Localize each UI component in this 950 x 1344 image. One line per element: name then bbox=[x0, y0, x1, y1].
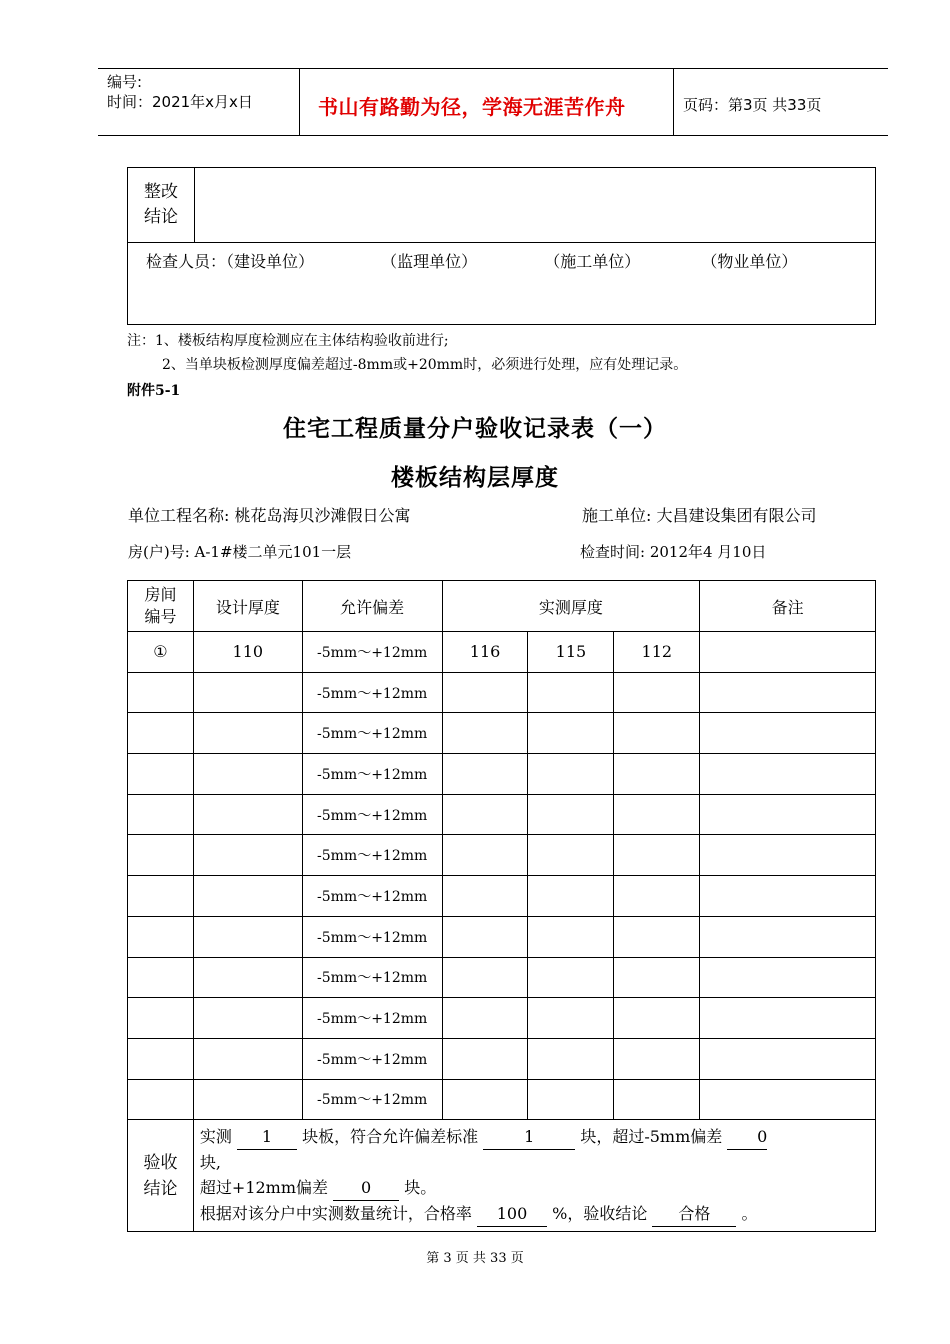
measured-cell: 115 bbox=[528, 632, 614, 673]
measured-cell: 116 bbox=[442, 632, 528, 673]
remark-cell bbox=[700, 754, 876, 795]
conclusion-part: 块, bbox=[199, 1153, 221, 1173]
remark-cell bbox=[700, 876, 876, 917]
conclusion-label: 验收 结论 bbox=[128, 1120, 194, 1232]
design-cell: 110 bbox=[193, 632, 302, 673]
measured-cell bbox=[614, 916, 700, 957]
measured-cell bbox=[442, 835, 528, 876]
measured-cell bbox=[442, 672, 528, 713]
construction-label: （施工单位） bbox=[544, 252, 641, 271]
supervision-label: （监理单位） bbox=[381, 252, 478, 271]
measured-cell bbox=[442, 916, 528, 957]
thickness-table bbox=[127, 580, 876, 1232]
table-row bbox=[128, 1079, 876, 1120]
room-cell bbox=[128, 672, 194, 713]
measured-cell bbox=[614, 1079, 700, 1120]
compliant-count: 1 bbox=[483, 1124, 575, 1150]
header-time: 时间：2021年x月x日 bbox=[107, 93, 253, 111]
room-cell bbox=[128, 998, 194, 1039]
remark-cell bbox=[700, 835, 876, 876]
design-cell bbox=[193, 713, 302, 754]
remark-cell bbox=[700, 1079, 876, 1120]
measured-cell bbox=[442, 1038, 528, 1079]
note-1: 注：1、楼板结构厚度检测应在主体结构验收前进行; bbox=[127, 333, 449, 349]
check-time: 检查时间: 2012年4 月10日 bbox=[580, 543, 767, 561]
measured-cell bbox=[528, 754, 614, 795]
measured-cell bbox=[614, 835, 700, 876]
over-count: 0 bbox=[333, 1175, 399, 1201]
measured-cell bbox=[442, 754, 528, 795]
main-title: 住宅工程质量分户验收记录表（一） bbox=[283, 415, 667, 442]
remark-cell bbox=[700, 957, 876, 998]
room-cell bbox=[128, 713, 194, 754]
rectify-table bbox=[127, 167, 876, 325]
conclusion-part: 块。 bbox=[404, 1178, 437, 1198]
tolerance-cell: -5mm～+12mm bbox=[302, 998, 442, 1039]
header-number: 编号: bbox=[107, 73, 143, 91]
room-cell bbox=[128, 957, 194, 998]
rectify-label: 整改 结论 bbox=[128, 168, 195, 243]
table-row bbox=[128, 916, 876, 957]
remark-cell bbox=[700, 916, 876, 957]
measured-cell bbox=[614, 1038, 700, 1079]
measured-cell bbox=[528, 957, 614, 998]
table-row bbox=[128, 957, 876, 998]
room-cell bbox=[128, 1079, 194, 1120]
sub-title: 楼板结构层厚度 bbox=[391, 464, 559, 491]
tolerance-cell: -5mm～+12mm bbox=[302, 957, 442, 998]
header-bottom-rule bbox=[98, 135, 888, 136]
remark-cell bbox=[700, 1038, 876, 1079]
measured-cell bbox=[528, 916, 614, 957]
measured-cell bbox=[528, 672, 614, 713]
table-row bbox=[128, 672, 876, 713]
tolerance-cell: -5mm～+12mm bbox=[302, 713, 442, 754]
conclusion-part: 超过+12mm偏差 bbox=[199, 1178, 329, 1198]
tolerance-cell: -5mm～+12mm bbox=[302, 916, 442, 957]
table-row bbox=[128, 713, 876, 754]
remark-cell bbox=[700, 672, 876, 713]
design-cell bbox=[193, 754, 302, 795]
header-divider bbox=[299, 68, 300, 136]
conclusion-part: 。 bbox=[741, 1204, 758, 1224]
design-cell bbox=[193, 916, 302, 957]
design-cell bbox=[193, 876, 302, 917]
measured-cell bbox=[442, 1079, 528, 1120]
remark-cell bbox=[700, 713, 876, 754]
tolerance-cell: -5mm～+12mm bbox=[302, 835, 442, 876]
room-cell bbox=[128, 876, 194, 917]
conclusion-part: 块，超过-5mm偏差 bbox=[580, 1127, 723, 1147]
col-tolerance: 允许偏差 bbox=[302, 581, 442, 632]
conclusion-text bbox=[193, 1120, 875, 1232]
tolerance-cell: -5mm～+12mm bbox=[302, 876, 442, 917]
acceptance-result: 合格 bbox=[652, 1201, 736, 1227]
table-row bbox=[128, 632, 876, 673]
col-room: 房间 编号 bbox=[128, 581, 194, 632]
measured-cell bbox=[614, 672, 700, 713]
property-label: （物业单位） bbox=[701, 252, 798, 271]
measured-cell bbox=[614, 876, 700, 917]
col-measured: 实测厚度 bbox=[442, 581, 700, 632]
measured-cell bbox=[442, 998, 528, 1039]
room-cell bbox=[128, 794, 194, 835]
tolerance-cell: -5mm～+12mm bbox=[302, 794, 442, 835]
pass-rate: 100 bbox=[477, 1201, 547, 1227]
inspectors-label: 检查人员：（建设单位） bbox=[146, 252, 315, 271]
measured-cell bbox=[528, 794, 614, 835]
col-remark: 备注 bbox=[700, 581, 876, 632]
inspectors-cell bbox=[128, 243, 876, 325]
tolerance-cell: -5mm～+12mm bbox=[302, 632, 442, 673]
design-cell bbox=[193, 794, 302, 835]
measured-cell bbox=[528, 1038, 614, 1079]
measured-cell bbox=[528, 1079, 614, 1120]
table-row bbox=[128, 1038, 876, 1079]
table-row bbox=[128, 794, 876, 835]
measured-cell bbox=[614, 957, 700, 998]
room-cell bbox=[128, 835, 194, 876]
measured-count: 1 bbox=[237, 1124, 297, 1150]
remark-cell bbox=[700, 998, 876, 1039]
design-cell bbox=[193, 1079, 302, 1120]
rectify-content bbox=[195, 168, 876, 243]
design-cell bbox=[193, 957, 302, 998]
measured-cell bbox=[614, 754, 700, 795]
remark-cell bbox=[700, 794, 876, 835]
measured-cell bbox=[614, 998, 700, 1039]
note-2: 2、当单块板检测厚度偏差超过-8mm或+20mm时，必须进行处理，应有处理记录。 bbox=[162, 357, 688, 373]
project-name: 单位工程名称: 桃花岛海贝沙滩假日公寓 bbox=[128, 506, 411, 525]
measured-cell bbox=[442, 713, 528, 754]
contractor-name: 施工单位: 大昌建设集团有限公司 bbox=[582, 506, 817, 525]
conclusion-part: 块板，符合允许偏差标准 bbox=[302, 1127, 479, 1147]
design-cell bbox=[193, 672, 302, 713]
header-divider bbox=[673, 68, 674, 136]
room-cell bbox=[128, 754, 194, 795]
measured-cell bbox=[528, 876, 614, 917]
tolerance-cell: -5mm～+12mm bbox=[302, 672, 442, 713]
design-cell bbox=[193, 835, 302, 876]
header-page: 页码：第3页 共33页 bbox=[683, 96, 822, 114]
measured-cell bbox=[528, 835, 614, 876]
measured-cell bbox=[614, 713, 700, 754]
table-row bbox=[128, 835, 876, 876]
remark-cell bbox=[700, 632, 876, 673]
col-design: 设计厚度 bbox=[193, 581, 302, 632]
measured-cell bbox=[442, 957, 528, 998]
header-top-rule bbox=[98, 68, 888, 69]
room-cell bbox=[128, 916, 194, 957]
design-cell bbox=[193, 1038, 302, 1079]
conclusion-row bbox=[128, 1120, 876, 1232]
under-count: 0 bbox=[727, 1124, 767, 1150]
conclusion-part: %，验收结论 bbox=[552, 1204, 648, 1224]
tolerance-cell: -5mm～+12mm bbox=[302, 1038, 442, 1079]
unit-number: 房(户)号: A-1#楼二单元101一层 bbox=[128, 543, 352, 561]
attachment-label: 附件5-1 bbox=[127, 383, 181, 399]
measured-cell bbox=[442, 794, 528, 835]
tolerance-cell: -5mm～+12mm bbox=[302, 1079, 442, 1120]
conclusion-part: 根据对该分户中实测数量统计，合格率 bbox=[199, 1204, 472, 1224]
table-row bbox=[128, 998, 876, 1039]
tolerance-cell: -5mm～+12mm bbox=[302, 754, 442, 795]
measured-cell bbox=[528, 713, 614, 754]
design-cell bbox=[193, 998, 302, 1039]
measured-cell bbox=[614, 794, 700, 835]
header-motto: 书山有路勤为径，学海无涯苦作舟 bbox=[318, 95, 626, 119]
table-row bbox=[128, 876, 876, 917]
measured-cell bbox=[528, 998, 614, 1039]
table-header-row bbox=[128, 581, 876, 632]
room-cell: ① bbox=[128, 632, 194, 673]
page-footer: 第 3 页 共 33 页 bbox=[426, 1251, 524, 1266]
conclusion-part: 实测 bbox=[199, 1127, 232, 1147]
measured-cell: 112 bbox=[614, 632, 700, 673]
room-cell bbox=[128, 1038, 194, 1079]
measured-cell bbox=[442, 876, 528, 917]
table-row bbox=[128, 754, 876, 795]
